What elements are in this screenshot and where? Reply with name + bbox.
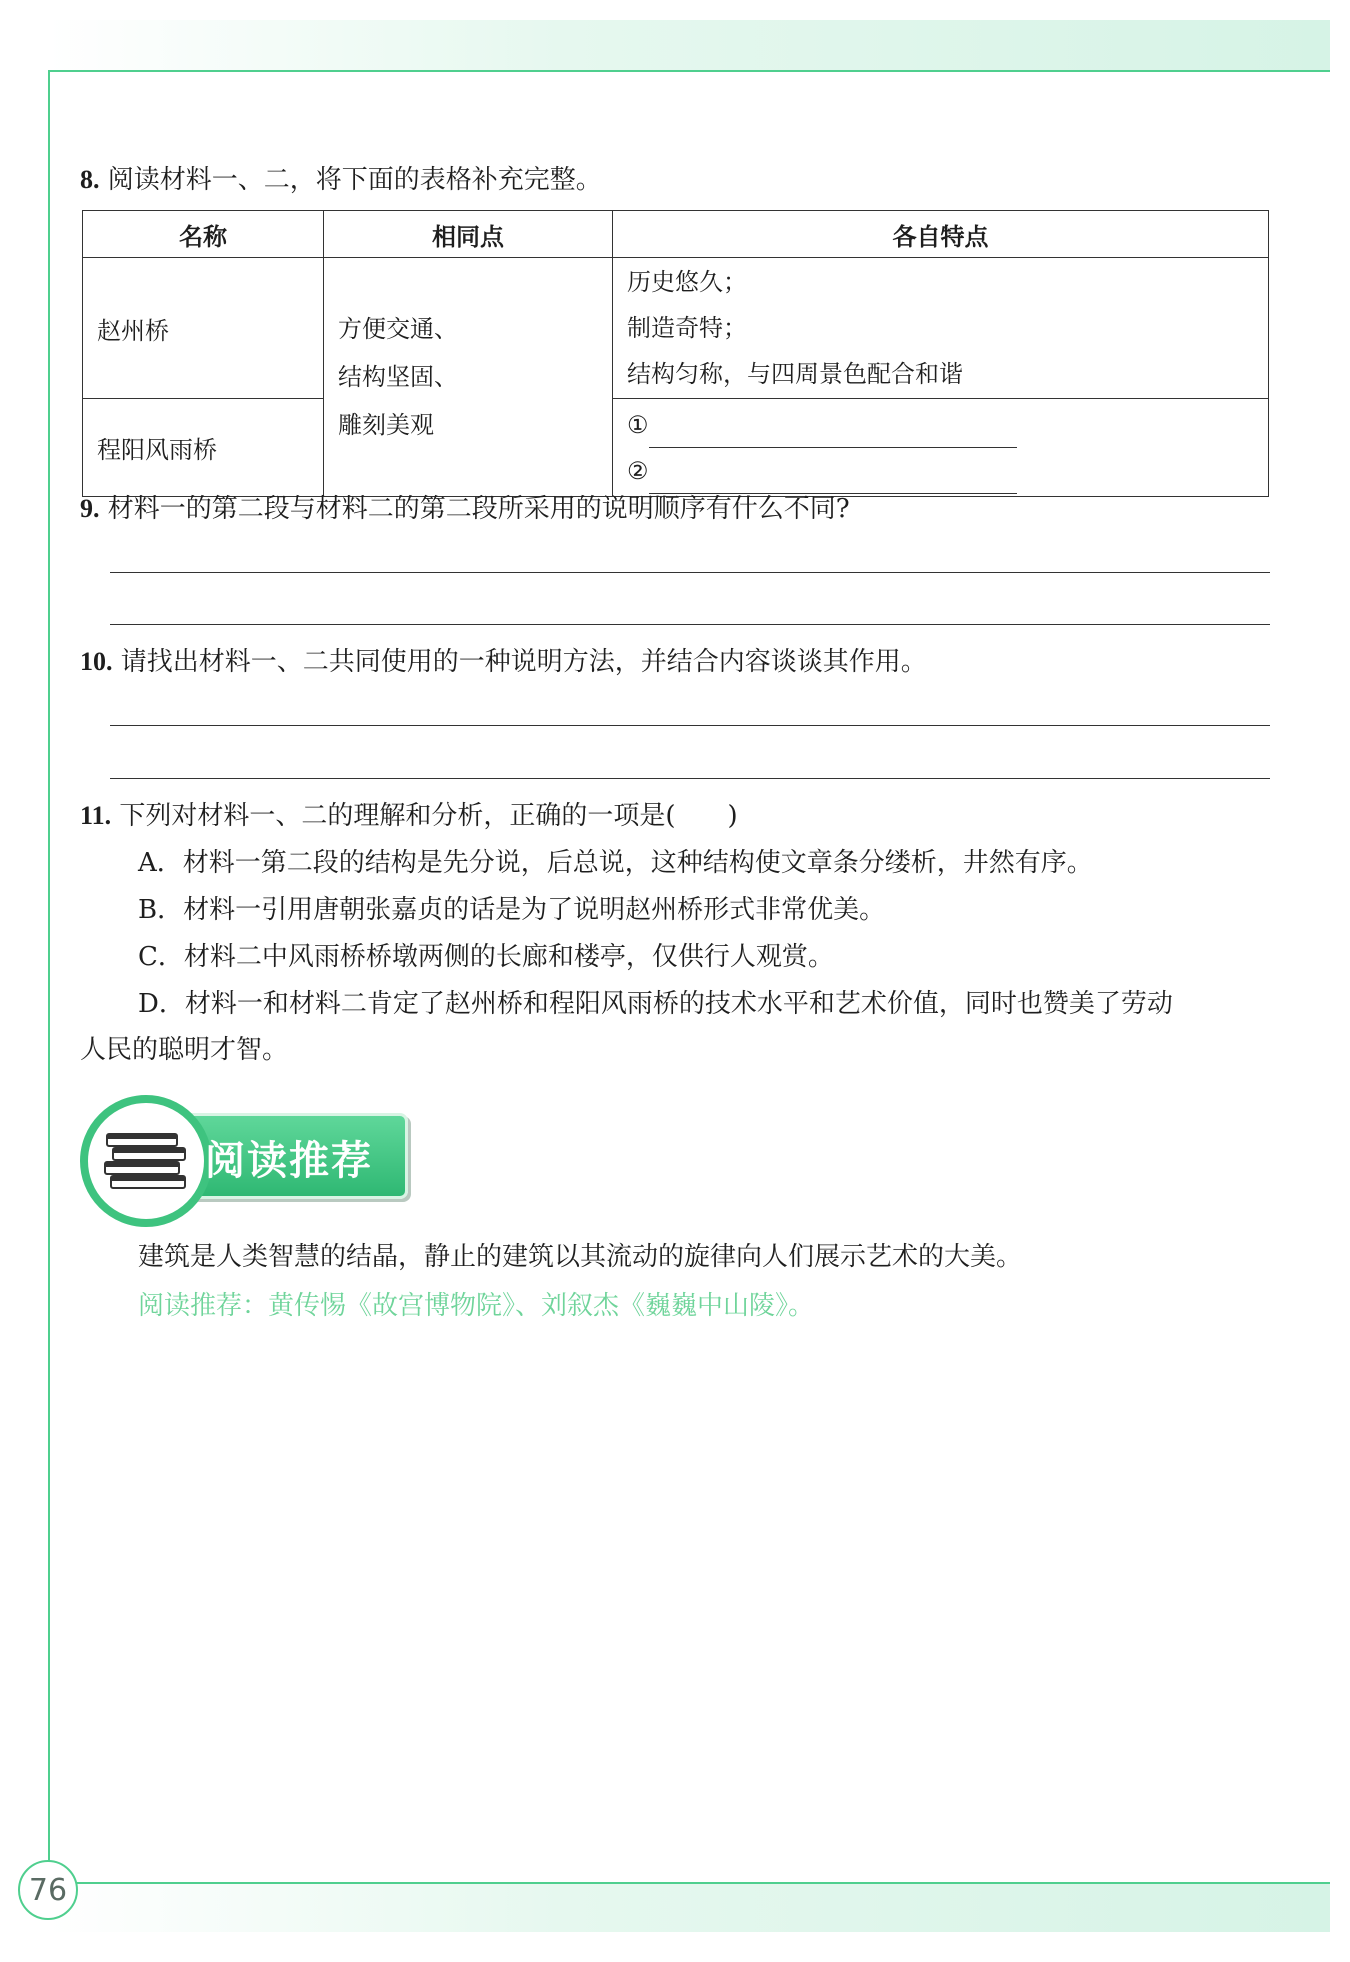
answer-blank[interactable] — [649, 419, 1017, 448]
option-c[interactable]: C．材料二中风雨桥桥墩两侧的长廊和楼亭，仅供行人观赏。 — [138, 942, 834, 972]
page-footer-band — [48, 1882, 1330, 1932]
recommend-text: 建筑是人类智慧的结晶，静止的建筑以其流动的旋律向人们展示艺术的大美。 — [138, 1242, 1023, 1272]
table-row-name: 程阳风雨桥 — [83, 399, 324, 497]
same-point: 雕刻美观 — [338, 411, 434, 439]
table-row-name: 赵州桥 — [83, 258, 324, 399]
same-point: 结构坚固、 — [338, 363, 458, 391]
option-b[interactable]: B．材料一引用唐朝张嘉贞的话是为了说明赵州桥形式非常优美。 — [138, 895, 886, 925]
page-number: 76 — [18, 1860, 78, 1920]
table-cell-blanks — [613, 399, 1269, 497]
table-header-same: 相同点 — [324, 211, 613, 258]
comparison-table — [82, 210, 1269, 497]
reading-recommend-banner — [80, 1095, 400, 1220]
question-8-number: 8. — [80, 165, 100, 194]
table-cell-same-points — [324, 258, 613, 497]
question-8-text: 阅读材料一、二，将下面的表格补充完整。 — [107, 165, 602, 195]
question-9-text: 材料一的第二段与材料二的第二段所采用的说明顺序有什么不同? — [107, 494, 850, 524]
blank-marker: ① — [627, 410, 649, 439]
feature-item: 历史悠久； — [627, 268, 747, 296]
answer-line[interactable] — [110, 778, 1270, 779]
table-header-name: 名称 — [83, 211, 324, 258]
recommend-books: 阅读推荐：黄传惕《故宫博物院》、刘叙杰《巍巍中山陵》。 — [138, 1291, 815, 1321]
page-left-rule — [48, 70, 50, 1870]
question-8 — [80, 163, 602, 197]
option-a[interactable]: A．材料一第二段的结构是先分说，后总说，这种结构使文章条分缕析，井然有序。 — [138, 848, 1093, 878]
question-10-text: 请找出材料一、二共同使用的一种说明方法，并结合内容谈谈其作用。 — [120, 647, 927, 677]
table-header-features: 各自特点 — [613, 211, 1269, 258]
feature-item: 结构匀称，与四周景色配合和谐 — [627, 360, 963, 388]
question-11 — [80, 799, 738, 833]
question-10-number: 10. — [80, 647, 113, 676]
book-stack-icon — [80, 1095, 212, 1227]
table-cell-features — [613, 258, 1269, 399]
question-11-text: 下列对材料一、二的理解和分析，正确的一项是( ) — [119, 801, 738, 831]
page-header-band — [48, 20, 1330, 72]
question-9 — [80, 492, 850, 526]
same-point: 方便交通、 — [338, 315, 458, 343]
feature-item: 制造奇特； — [627, 314, 747, 342]
question-11-number: 11. — [80, 801, 112, 830]
answer-blank[interactable] — [649, 465, 1017, 494]
option-d-continued: 人民的聪明才智。 — [80, 1035, 289, 1065]
option-d[interactable]: D．材料一和材料二肯定了赵州桥和程阳风雨桥的技术水平和艺术价值，同时也赞美了劳动 — [138, 989, 1173, 1019]
answer-line[interactable] — [110, 725, 1270, 726]
question-9-number: 9. — [80, 494, 100, 523]
blank-marker: ② — [627, 456, 649, 485]
answer-line[interactable] — [110, 572, 1270, 573]
banner-title: 阅读推荐 — [205, 1138, 373, 1184]
question-10 — [80, 645, 927, 679]
answer-line[interactable] — [110, 624, 1270, 625]
